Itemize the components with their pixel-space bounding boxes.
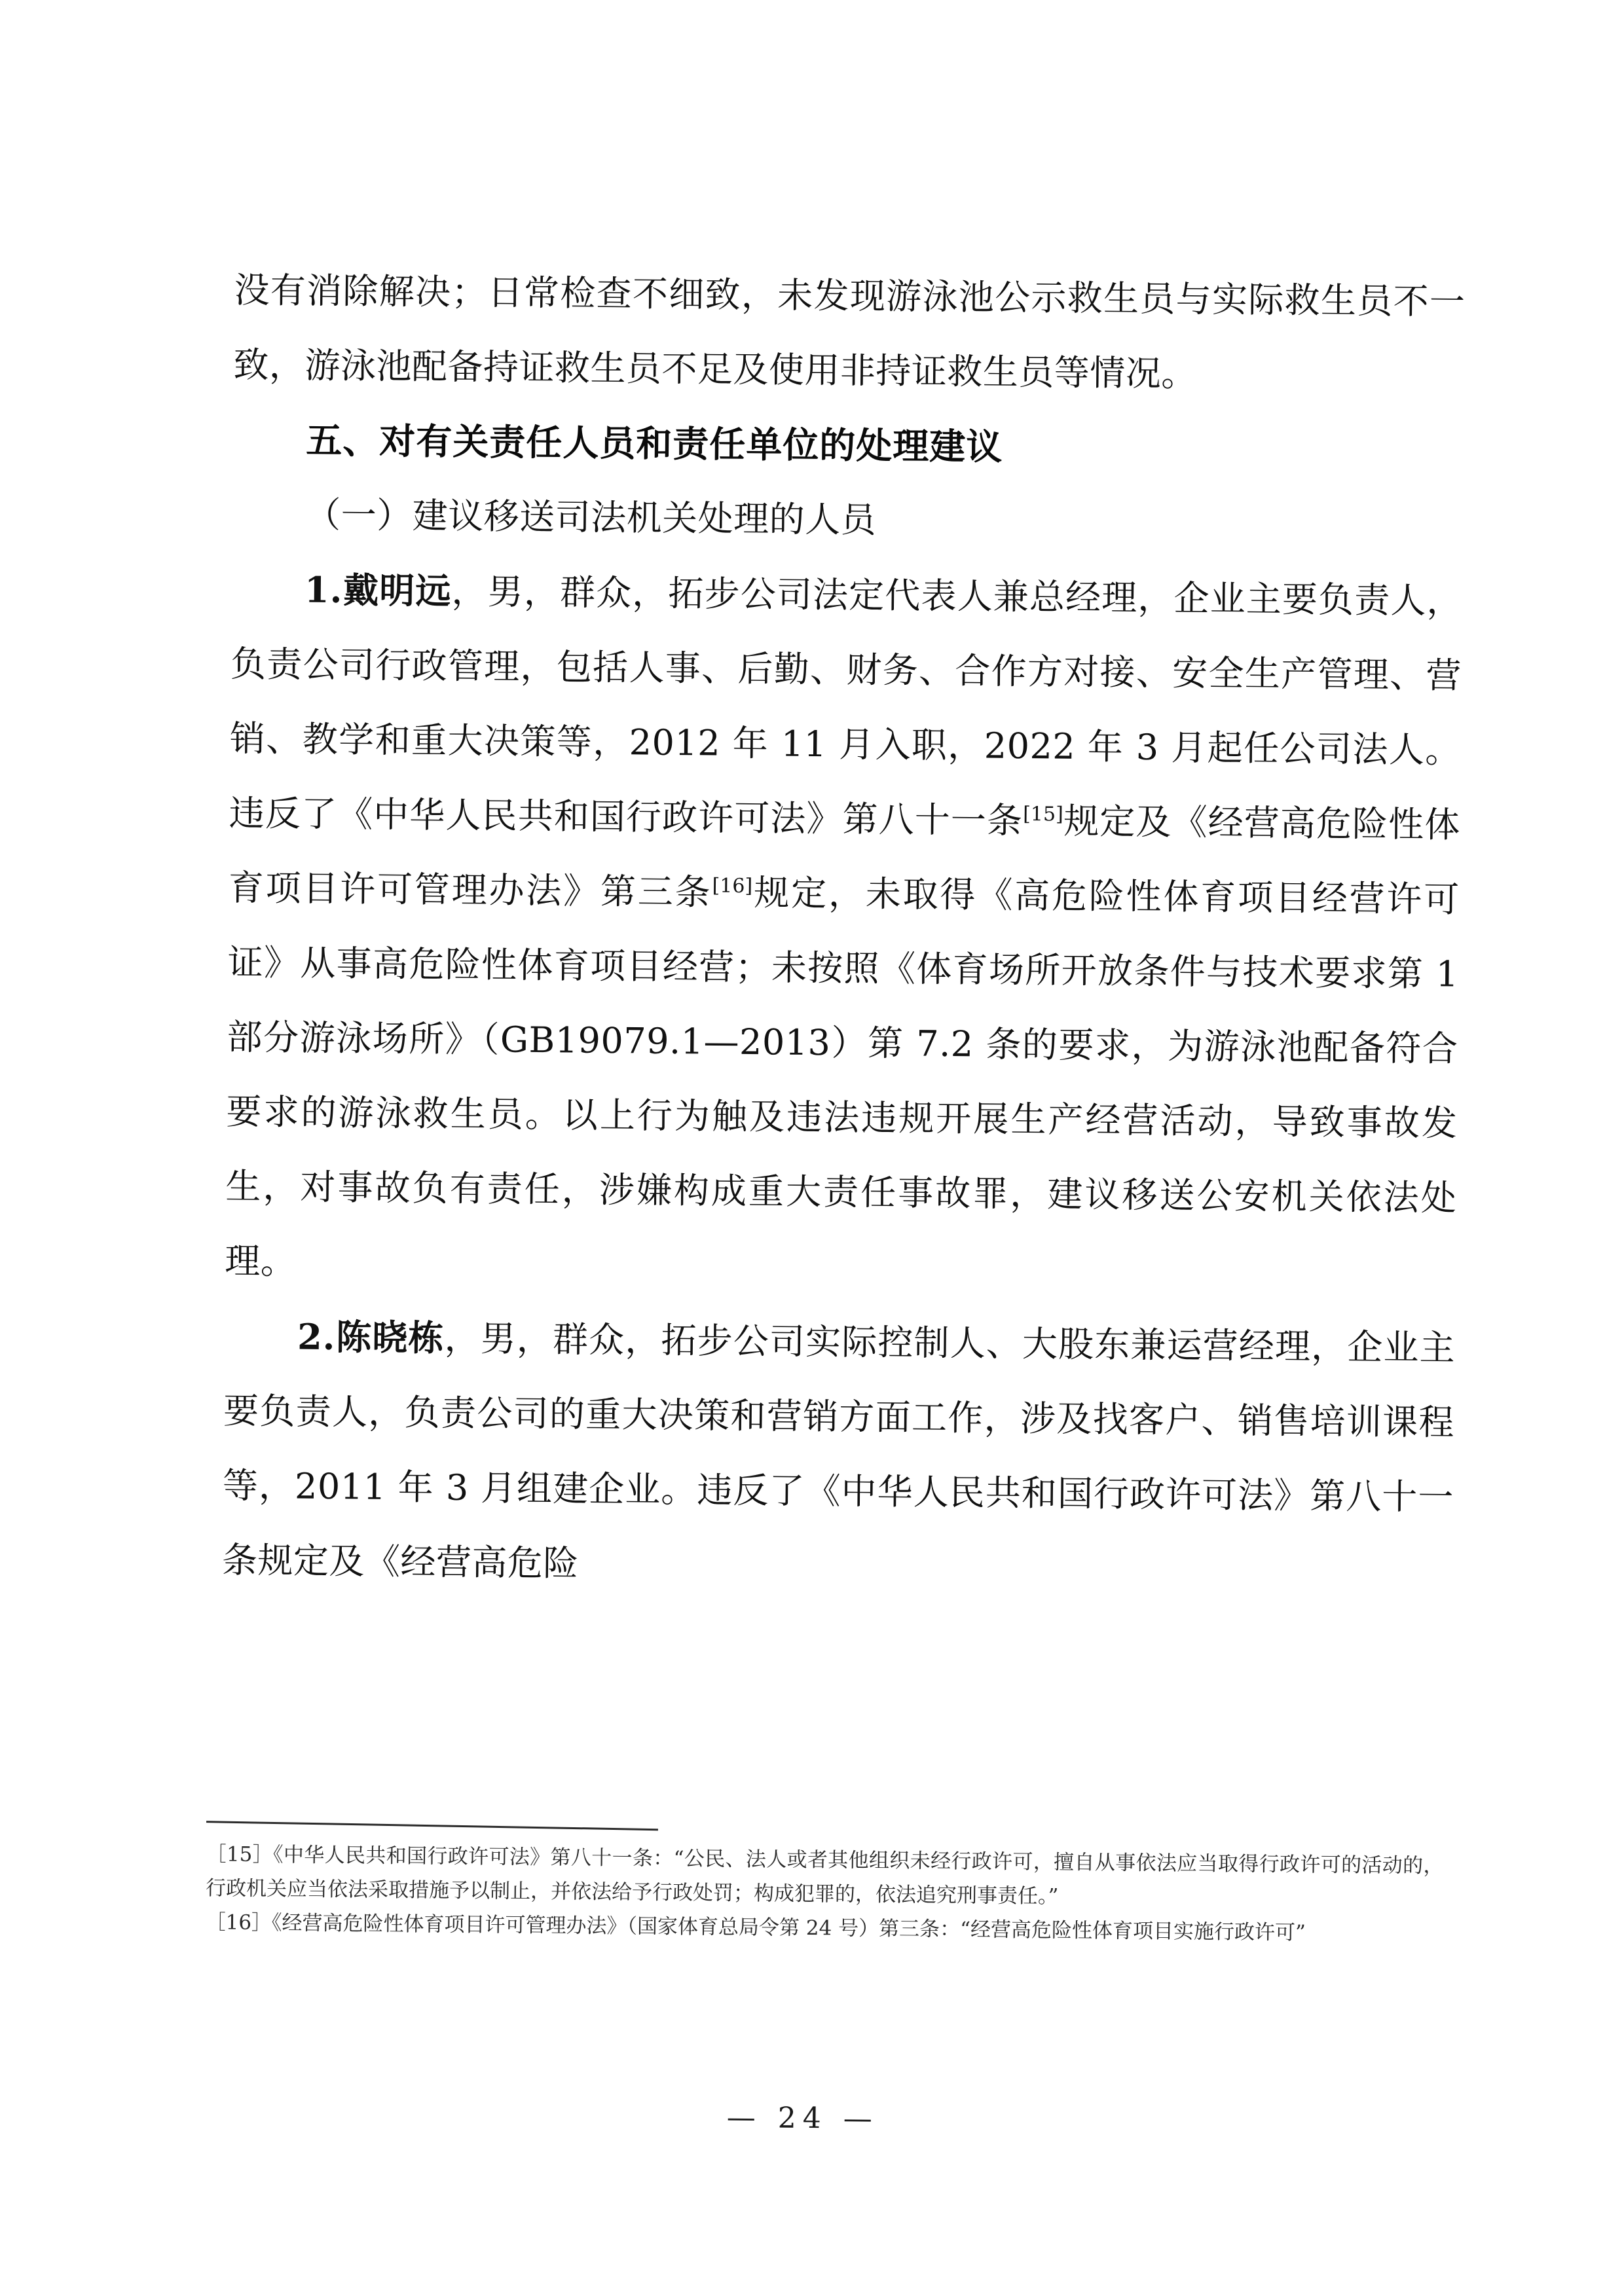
section-heading: 五、对有关责任人员和责任单位的处理建议 bbox=[306, 418, 1003, 468]
responsible-person-item-2 bbox=[221, 1298, 1455, 1609]
item-1-text-part-1: ，男，群众，拓步公司法定代表人兼总经理，企业主要负责人，负责公司行政管理，包括人事、后勤、财务、合作方对接、安全生产管理、营销、教学和重大决策等，2012 年 11 月入职，2022 年 3 月起任公司法人。违反了《中华人民共和国行政许可法》第八十一条 bbox=[229, 570, 1463, 842]
item-1-footnote-ref-15[interactable]: [15] bbox=[1022, 803, 1063, 826]
item-1-footnote-ref-16[interactable]: [16] bbox=[712, 874, 753, 898]
footnote-section bbox=[205, 1821, 1444, 1951]
footnote-15-mark: ［15］ bbox=[206, 1842, 274, 1867]
item-2-number: 2. bbox=[297, 1315, 336, 1358]
item-1-number: 1. bbox=[304, 568, 343, 611]
footnote-16-mark: ［16］ bbox=[205, 1910, 272, 1935]
item-1-text-part-3: 规定，未取得《高危险性体育项目经营许可证》从事高危险性体育项目经营；未按照《体育场所开放条件与技术要求第 1 部分游泳场所》（GB19079.1—2013）第 7.2 条的要求，为游泳池配备符合要求的游泳救生员。以上行为触及违法违规开展生产经营活动，导致事故发生，对事故负有责任，涉嫌构成重大责任事故罪，建议移送公安机关依法处理。 bbox=[224, 872, 1460, 1283]
item-2-person-name: 陈晓栋 bbox=[335, 1316, 445, 1359]
footnote-16-text: 《经营高危险性体育项目许可管理办法》（国家体育总局令第 24 号）第三条：“经营高危险性体育项目实施行政许可” bbox=[271, 1911, 1306, 1945]
item-2-text-part-1: ，男，群众，拓步公司实际控制人、大股东兼运营经理，企业主要负责人，负责公司的重大决策和营销方面工作，涉及找客户、销售培训课程等，2011 年 3 月组建企业。违反了《中华人民共和国行政许可法》第八十一条规定及《经营高危险 bbox=[221, 1317, 1456, 1584]
responsible-person-item-1 bbox=[225, 551, 1463, 1310]
footnote-separator-rule bbox=[206, 1821, 658, 1831]
footnote-15 bbox=[206, 1837, 1444, 1917]
item-1-person-name: 戴明远 bbox=[342, 569, 452, 612]
page-number: — 24 — bbox=[726, 2100, 879, 2136]
item-1-text-part-2: 规定及《经营高危险性体育项目许可管理办法》第三条 bbox=[228, 800, 1461, 913]
subsection-heading: （一）建议移送司法机关处理的人员 bbox=[304, 494, 877, 541]
continued-paragraph: 没有消除解决；日常检查不细致，未发现游泳池公示救生员与实际救生员不一致，游泳池配备持证救生员不足及使用非持证救生员等情况。 bbox=[233, 269, 1466, 395]
footnote-15-text: 《中华人民共和国行政许可法》第八十一条：“公民、法人或者其他组织未经行政许可，擅自从事依法应当取得行政许可的活动的，行政机关应当依法采取措施予以制止，并依法给予行政处罚；构成犯罪的，依法追究刑事责任。” bbox=[205, 1843, 1444, 1908]
main-text-block bbox=[221, 253, 1466, 1609]
